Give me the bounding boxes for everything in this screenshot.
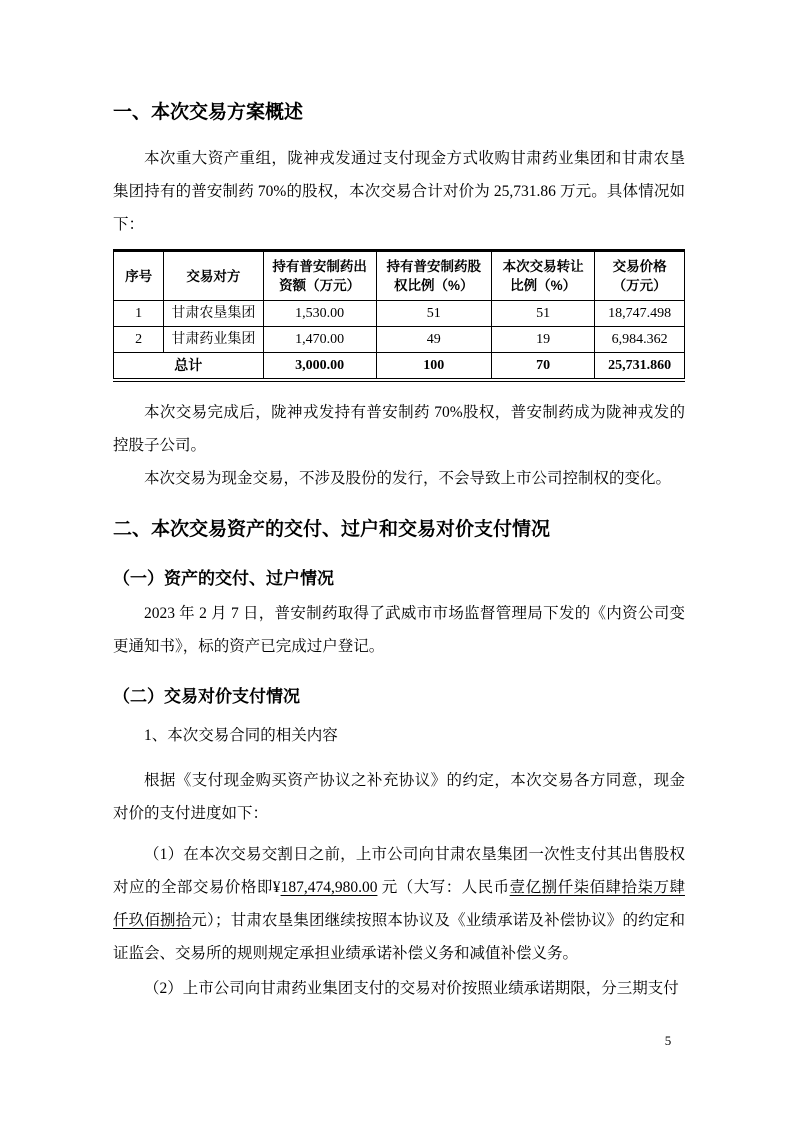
table-row — [114, 301, 685, 327]
section-1-heading: 一、本次交易方案概述 — [113, 102, 304, 123]
table-cell: 甘肃药业集团 — [164, 327, 263, 353]
page-number: 5 — [664, 1033, 672, 1048]
payment-term-1-paragraph — [113, 838, 685, 970]
section-2-1-paragraph: 2023 年 2 月 7 日，普安制药取得了武威市市场监督管理局下发的《内资公司变更通知书》，标的资产已完成过户登记。 — [113, 605, 685, 655]
table-cell: 18,747.498 — [595, 301, 685, 327]
table-cell: 49 — [376, 327, 491, 353]
table-cell: 2 — [114, 327, 164, 353]
table-cell: 甘肃农垦集团 — [164, 301, 263, 327]
table-total-row — [114, 353, 685, 381]
table-total-label: 总计 — [114, 353, 264, 381]
table-header-capital: 持有普安制药出资额（万元） — [263, 251, 376, 301]
document-content — [113, 100, 685, 1005]
table-cell: 51 — [376, 301, 491, 327]
payment-term-1-text: 元）；甘肃农垦集团继续按照本协议及《业绩承诺及补偿协议》的约定和证监会、交易所的规则规定承担业绩承诺补偿义务和减值补偿义务。 — [113, 912, 685, 962]
table-header-counterparty: 交易对方 — [164, 251, 263, 301]
table-total-cell: 3,000.00 — [263, 353, 376, 381]
table-cell: 6,984.362 — [595, 327, 685, 353]
table-header-transfer-ratio: 本次交易转让比例（%） — [491, 251, 594, 301]
section-2-heading: 二、本次交易资产的交付、过户和交易对价支付情况 — [113, 519, 551, 540]
table-total-cell: 70 — [491, 353, 594, 381]
table-cell: 1,470.00 — [263, 327, 376, 353]
table-header-index: 序号 — [114, 251, 164, 301]
section-2-2-item-1: 1、本次交易合同的相关内容 — [144, 727, 338, 744]
payment-term-1-text: （1）在本次交易交割日之前，上市公司向甘肃农垦集团一次性支付其出售股权对应的全部交易价格即¥ — [113, 846, 685, 896]
table-header-price: 交易价格（万元） — [595, 251, 685, 301]
table-cell: 1 — [114, 301, 164, 327]
table-header-equity-ratio: 持有普安制药股权比例（%） — [376, 251, 491, 301]
table-total-cell: 25,731.860 — [595, 353, 685, 381]
transaction-table-header — [114, 251, 685, 301]
section-1-paragraph-2: 本次交易完成后，陇神戎发持有普安制药 70%股权，普安制药成为陇神戎发的控股子公司。 — [113, 404, 685, 454]
table-total-cell: 100 — [376, 353, 491, 381]
section-1-paragraph-1: 本次重大资产重组，陇神戎发通过支付现金方式收购甘肃药业集团和甘肃农垦集团持有的普安制药 70%的股权，本次交易合计对价为 25,731.86 万元。具体情况如下： — [113, 150, 685, 233]
payment-amount-chinese: 壹亿捌仟柒佰肆拾柒万肆仟玖佰捌拾 — [113, 879, 685, 929]
table-cell: 1,530.00 — [263, 301, 376, 327]
section-1-paragraph-3: 本次交易为现金交易，不涉及股份的发行，不会导致上市公司控制权的变化。 — [144, 470, 672, 487]
payment-term-2-paragraph: （2）上市公司向甘肃药业集团支付的交易对价按照业绩承诺期限，分三期支付 — [144, 980, 679, 997]
transaction-table — [113, 249, 685, 382]
payment-term-1-text: 元（大写：人民币 — [377, 879, 510, 896]
table-cell: 19 — [491, 327, 594, 353]
section-2-1-heading: （一）资产的交付、过户情况 — [113, 569, 334, 588]
section-2-2-heading: （二）交易对价支付情况 — [113, 687, 300, 706]
table-cell: 51 — [491, 301, 594, 327]
section-2-2-paragraph-1: 根据《支付现金购买资产协议之补充协议》的约定，本次交易各方同意，现金对价的支付进度如下： — [113, 772, 685, 822]
table-row — [114, 327, 685, 353]
payment-amount-numeric: 187,474,980.00 — [280, 879, 378, 896]
